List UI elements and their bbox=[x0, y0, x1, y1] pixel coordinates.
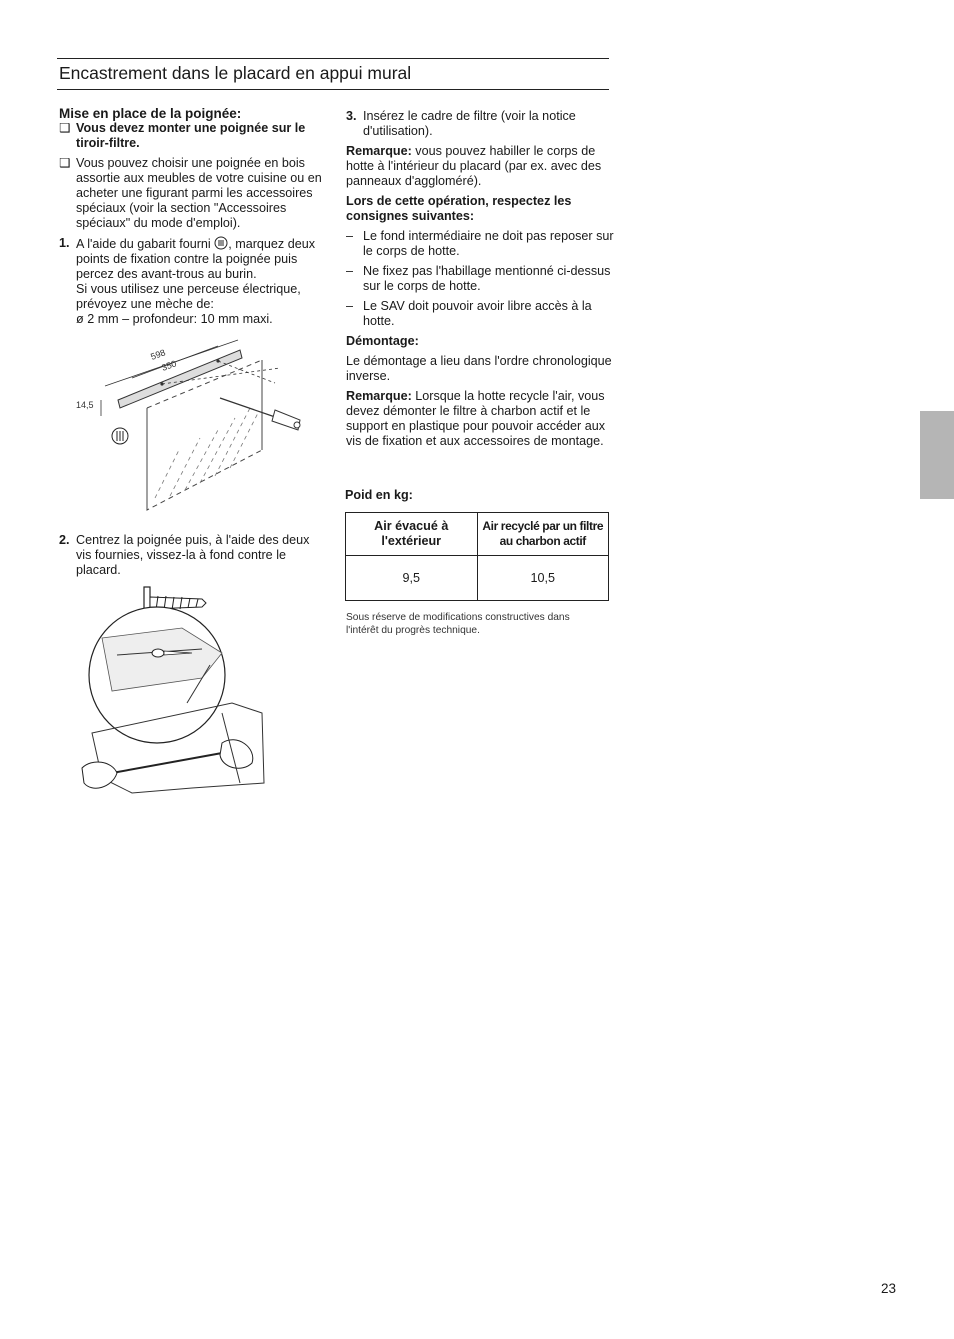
dimension-350: 350 bbox=[160, 358, 178, 373]
footnote: Sous réserve de modifications constructives dans l'intérêt du progrès technique. bbox=[346, 612, 570, 636]
language-tab-marker bbox=[920, 411, 954, 499]
template-symbol-icon bbox=[214, 236, 228, 250]
table-row bbox=[346, 556, 609, 601]
list-item bbox=[59, 156, 327, 231]
list-item bbox=[346, 299, 614, 329]
remark-label: Remarque: bbox=[346, 389, 412, 403]
step-text: Centrez la poignée puis, à l'aide des deux vis fournies, vissez-la à fond contre le placard. bbox=[76, 533, 310, 577]
step-text-part: ø 2 mm – profondeur: 10 mm maxi. bbox=[76, 312, 273, 326]
dash-bullet: – bbox=[346, 299, 354, 313]
dismount-text: Le démontage a lieu dans l'ordre chronologique inverse. bbox=[346, 354, 612, 383]
dimension-598: 598 bbox=[149, 347, 167, 362]
list-item bbox=[346, 264, 614, 294]
step-2 bbox=[59, 533, 327, 578]
checkbox-bullet-icon: ❑ bbox=[59, 156, 71, 170]
dash-bullet: – bbox=[346, 264, 354, 278]
table-header-cell: Air évacué à l'extérieur bbox=[346, 513, 478, 556]
step-text-part: A l'aide du gabarit fourni bbox=[76, 237, 211, 251]
table-header-cell: Air recyclé par un filtre au charbon actif bbox=[477, 513, 609, 556]
step-text: Insérez le cadre de filtre (voir la notice d'utilisation). bbox=[363, 109, 576, 138]
dash-bullet: – bbox=[346, 229, 354, 243]
step-1 bbox=[59, 236, 327, 327]
left-column-step2 bbox=[59, 533, 327, 578]
instructions-heading: Lors de cette opération, respectez les consignes suivantes: bbox=[346, 194, 572, 223]
weight-label: Poid en kg: bbox=[345, 488, 413, 502]
weight-table bbox=[345, 512, 609, 601]
left-column bbox=[59, 106, 327, 327]
dash-text: Ne fixez pas l'habillage mentionné ci-dessus sur le corps de hotte. bbox=[363, 264, 611, 293]
step-number: 2. bbox=[59, 533, 70, 547]
step-text-part: Si vous utilisez une perceuse électrique, prévoyez une mèche de: bbox=[76, 282, 301, 311]
right-column bbox=[346, 109, 614, 449]
page-title: Encastrement dans le placard en appui mural bbox=[59, 63, 412, 83]
checkbox-bullet-icon: ❑ bbox=[59, 121, 71, 135]
dismount-heading: Démontage: bbox=[346, 334, 419, 348]
figure-screwing-handle bbox=[72, 583, 272, 808]
table-cell: 10,5 bbox=[477, 556, 609, 601]
title-rule bbox=[57, 89, 609, 90]
page-number: 23 bbox=[881, 1281, 897, 1296]
step-text-part: , marquez deux points de fixation contre la poignée puis percez des avant-trous au burin. bbox=[76, 237, 316, 281]
top-rule bbox=[57, 58, 609, 59]
dash-text: Le SAV doit pouvoir avoir libre accès à la hotte. bbox=[363, 299, 592, 328]
figure-template-drilling bbox=[70, 338, 310, 516]
remark-paragraph bbox=[346, 144, 614, 189]
bullet-text: Vous pouvez choisir une poignée en bois assortie aux meubles de votre cuisine ou en acheter une figurant parmi les accessoires spéciaux (voir la section "Accessoires spéciaux" du mode d'emploi). bbox=[76, 156, 322, 230]
remark-paragraph bbox=[346, 389, 614, 449]
remark-label: Remarque: bbox=[346, 144, 412, 158]
step-number: 3. bbox=[346, 109, 357, 123]
list-item bbox=[59, 121, 327, 151]
step-3 bbox=[346, 109, 614, 139]
bullet-text: Vous devez monter une poignée sur le tiroir-filtre. bbox=[76, 121, 306, 150]
remark-text: vous pouvez habiller le corps de hotte à l'intérieur du placard (par ex. avec des panneaux d'aggloméré). bbox=[346, 144, 602, 188]
dimension-14-5: 14,5 bbox=[76, 400, 94, 410]
step-text bbox=[76, 236, 327, 327]
list-item bbox=[346, 229, 614, 259]
table-cell: 9,5 bbox=[346, 556, 478, 601]
table-row bbox=[346, 513, 609, 556]
remark-text: Lorsque la hotte recycle l'air, vous devez démonter le filtre à charbon actif et le support en plastique pour pouvoir accéder aux vis de fixation et aux accessoires de montage. bbox=[346, 389, 606, 448]
dash-text: Le fond intermédiaire ne doit pas reposer sur le corps de hotte. bbox=[363, 229, 614, 258]
step-number: 1. bbox=[59, 236, 70, 250]
section-subtitle: Mise en place de la poignée: bbox=[59, 106, 242, 121]
